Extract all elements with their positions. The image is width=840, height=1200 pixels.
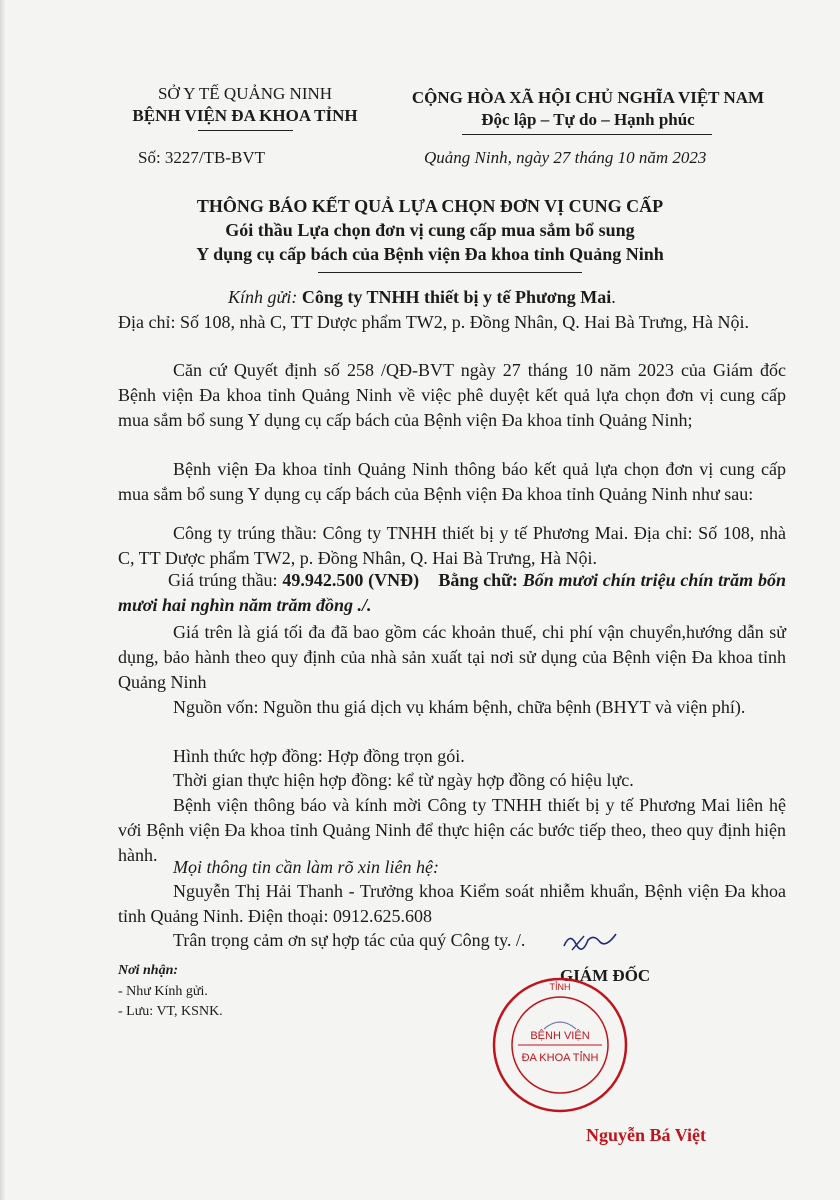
title-underline bbox=[318, 272, 582, 273]
recipient-line: Kính gửi: Công ty TNHH thiết bị y tế Phương Mai. bbox=[228, 287, 616, 307]
seal-graphic bbox=[490, 975, 630, 1115]
recipient-item-2: - Lưu: VT, KSNK. bbox=[118, 1004, 223, 1019]
price-label: Giá trúng thầu: bbox=[168, 570, 278, 590]
closing-thanks: Trân trọng cảm ơn sự hợp tác của quý Công ty. /. bbox=[173, 930, 526, 950]
seal-top-text: TỈNH bbox=[549, 982, 571, 992]
price-words: Bốn mươi chín triệu chín trăm bốn mươi hai nghìn năm trăm đồng ./. bbox=[118, 570, 786, 615]
price-terms: Giá trên là giá tối đa đã bao gồm các khoản thuế, chi phí vận chuyển,hướng dẫn sử dụng, bảo hành theo quy định của nhà sản xuất tại nơi sử dụng của Bệnh viện Đa khoa tỉnh Quảng Ninh bbox=[118, 622, 786, 692]
signer-position: GIÁM ĐỐC bbox=[560, 966, 651, 985]
document-number: Số: 3227/TB-BVT bbox=[138, 148, 266, 167]
announcement-intro: Bệnh viện Đa khoa tỉnh Quảng Ninh thông báo kết quả lựa chọn đơn vị cung cấp mua sắm bổ sung Y dụng cụ cấp bách của Bệnh viện Đa khoa tỉnh Quảng Ninh như sau: bbox=[118, 459, 786, 504]
place-date: Quảng Ninh, ngày 27 tháng 10 năm 2023 bbox=[424, 148, 707, 167]
package-title-cont: Y dụng cụ cấp bách của Bệnh viện Đa khoa tỉnh Quảng Ninh bbox=[196, 244, 664, 264]
recipient-name: Công ty TNHH thiết bị y tế Phương Mai bbox=[301, 287, 612, 307]
contract-type: Hình thức hợp đồng: Hợp đồng trọn gói. bbox=[173, 746, 465, 766]
official-seal bbox=[490, 975, 630, 1115]
seal-text-line1: BỆNH VIỆN bbox=[530, 1030, 590, 1042]
scan-edge bbox=[0, 0, 6, 1200]
winning-company: Công ty trúng thầu: Công ty TNHH thiết bị y tế Phương Mai. Địa chỉ: Số 108, nhà C, TT Dược phẩm TW2, p. Đồng Nhân, Q. Hai Bà Trưng, Hà Nội. bbox=[118, 523, 786, 568]
price-words-label: Bằng chữ: bbox=[438, 570, 518, 590]
recipient-address: Địa chỉ: Số 108, nhà C, TT Dược phẩm TW2, p. Đồng Nhân, Q. Hai Bà Trưng, Hà Nội. bbox=[118, 312, 749, 332]
funding-source: Nguồn vốn: Nguồn thu giá dịch vụ khám bệnh, chữa bệnh (BHYT và viện phí). bbox=[173, 697, 746, 717]
invitation: Bệnh viện thông báo và kính mời Công ty TNHH thiết bị y tế Phương Mai liên hệ với Bệnh viện Đa khoa tỉnh Quảng Ninh để thực hiện các bước tiếp theo, theo quy định hiện hành. bbox=[118, 795, 786, 865]
national-motto: Độc lập – Tự do – Hạnh phúc bbox=[481, 110, 695, 129]
signer-name: Nguyễn Bá Việt bbox=[586, 1125, 707, 1145]
initial-signature bbox=[560, 928, 620, 956]
contact-intro: Mọi thông tin cần làm rõ xin liên hệ: bbox=[173, 857, 439, 877]
issuer-hospital: BỆNH VIỆN ĐA KHOA TỈNH bbox=[132, 106, 358, 125]
price-value: 49.942.500 (VNĐ) bbox=[282, 570, 420, 590]
motto-underline bbox=[462, 134, 712, 135]
issuer-underline bbox=[198, 130, 293, 131]
legal-basis: Căn cứ Quyết định số 258 /QĐ-BVT ngày 27 tháng 10 năm 2023 của Giám đốc Bệnh viện Đa khoa tỉnh Quảng Ninh về việc phê duyệt kết quả lựa chọn đơn vị cung cấp mua sắm bổ sung Y dụng cụ cấp bách của Bệnh viện Đa khoa tỉnh Quảng Ninh; bbox=[118, 360, 786, 430]
recipient-item-1: - Như Kính gửi. bbox=[118, 984, 208, 999]
contract-duration: Thời gian thực hiện hợp đồng: kể từ ngày hợp đồng có hiệu lực. bbox=[173, 770, 634, 790]
recipients-label: Nơi nhận: bbox=[118, 963, 179, 978]
issuer-department: SỞ Y TẾ QUẢNG NINH bbox=[157, 84, 333, 103]
package-title: Gói thầu Lựa chọn đơn vị cung cấp mua sắm bổ sung bbox=[225, 220, 635, 240]
recipient-label: Kính gửi: bbox=[228, 287, 298, 307]
national-title: CỘNG HÒA XÃ HỘI CHỦ NGHĨA VIỆT NAM bbox=[411, 88, 765, 107]
contact-person: Nguyễn Thị Hải Thanh - Trưởng khoa Kiểm soát nhiễm khuẩn, Bệnh viện Đa khoa tỉnh Quảng Ninh. Điện thoại: 0912.625.608 bbox=[118, 881, 786, 926]
winning-price bbox=[118, 568, 786, 618]
document-title: THÔNG BÁO KẾT QUẢ LỰA CHỌN ĐƠN VỊ CUNG CẤP bbox=[196, 196, 664, 216]
seal-text-line2: ĐA KHOA TỈNH bbox=[521, 1052, 599, 1064]
